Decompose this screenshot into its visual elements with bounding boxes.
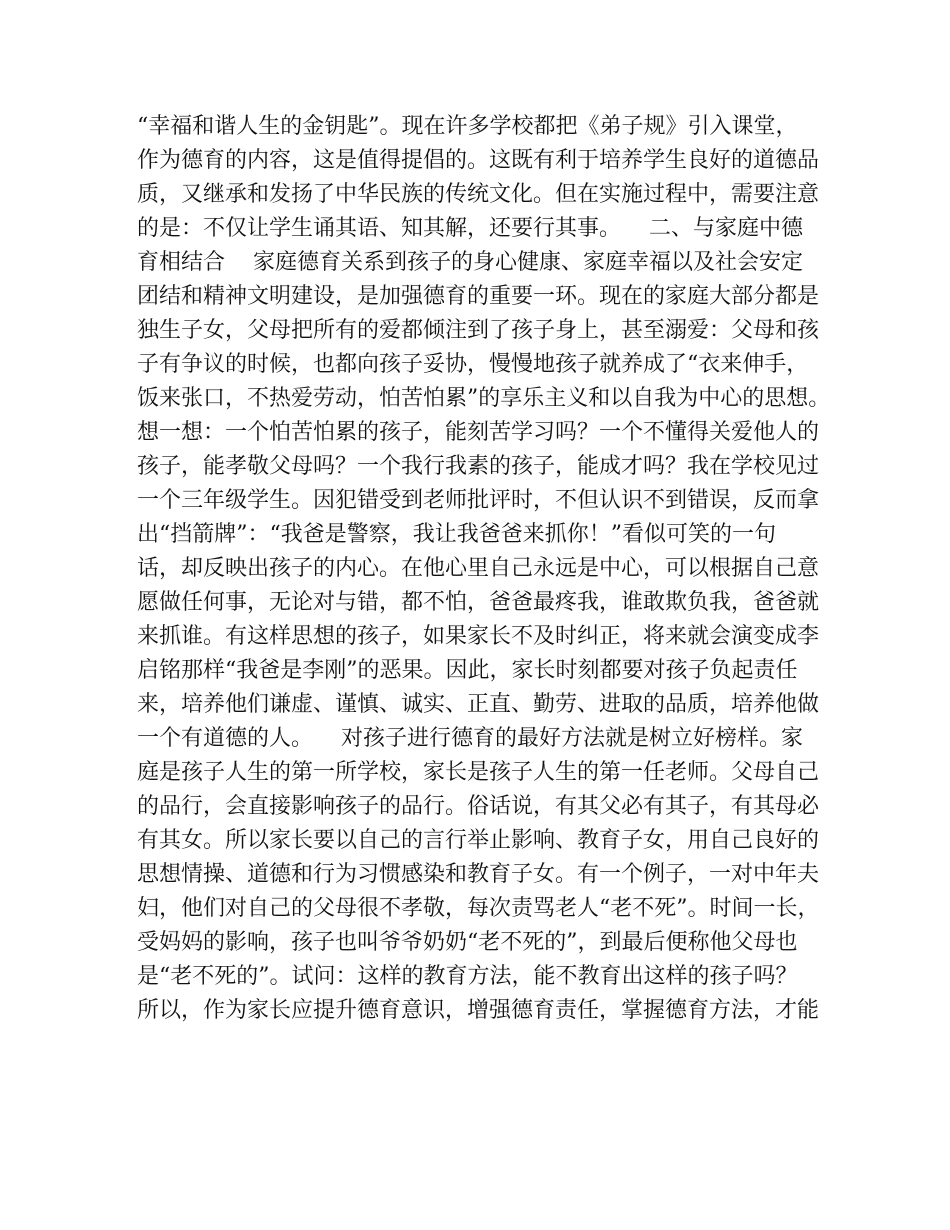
- text-line: 话，却反映出孩子的内心。在他心里自己永远是中心，可以根据自己意: [137, 556, 820, 581]
- text-line: 启铭那样“我爸是李刚”的恶果。因此，家长时刻都要对孩子负起责任: [137, 658, 798, 683]
- text-line: 思想情操、道德和行为习惯感染和教育子女。有一个例子，一对中年夫: [137, 862, 820, 887]
- text-line: “幸福和谐人生的金钥匙”。现在许多学校都把《弟子规》引入课堂，: [137, 114, 798, 139]
- text-line: 团结和精神文明建设，是加强德育的重要一环。现在的家庭大部分都是: [137, 284, 820, 309]
- text-line: 想一想：一个怕苦怕累的孩子，能刻苦学习吗？一个不懂得关爱他人的: [137, 420, 820, 445]
- text-line: 有其女。所以家长要以自己的言行举止影响、教育子女，用自己良好的: [137, 828, 820, 853]
- text-line: 庭是孩子人生的第一所学校，家长是孩子人生的第一任老师。父母自己: [137, 760, 820, 785]
- text-line: 来抓谁。有这样思想的孩子，如果家长不及时纠正，将来就会演变成李: [137, 624, 820, 649]
- text-line: 独生子女，父母把所有的爱都倾注到了孩子身上，甚至溺爱：父母和孩: [137, 318, 820, 343]
- text-line: 一个有道德的人。 对孩子进行德育的最好方法就是树立好榜样。家: [137, 726, 803, 751]
- text-line: 育相结合 家庭德育关系到孩子的身心健康、家庭幸福以及社会安定: [137, 250, 803, 275]
- text-line: 一个三年级学生。因犯错受到老师批评时，不但认识不到错误，反而拿: [137, 488, 820, 513]
- text-line: 作为德育的内容，这是值得提倡的。这既有利于培养学生良好的道德品: [137, 148, 820, 173]
- text-line: 饭来张口，不热爱劳动，怕苦怕累”的享乐主义和以自我为中心的思想。: [137, 386, 831, 411]
- text-line: 的品行，会直接影响孩子的品行。俗话说，有其父必有其子，有其母必: [137, 794, 820, 819]
- text-line: 来，培养他们谦虚、谨慎、诚实、正直、勤劳、进取的品质，培养他做: [137, 692, 820, 717]
- text-line: 质，又继承和发扬了中华民族的传统文化。但在实施过程中，需要注意: [137, 182, 820, 207]
- text-line: 的是：不仅让学生诵其语、知其解，还要行其事。 二、与家庭中德: [137, 216, 803, 241]
- text-line: 妇，他们对自己的父母很不孝敬，每次责骂老人“老不死”。时间一长，: [137, 896, 820, 921]
- text-line: 是“老不死的”。试问：这样的教育方法，能不教育出这样的孩子吗？: [137, 964, 798, 989]
- text-line: 出“挡箭牌”：“我爸是警察，我让我爸爸来抓你！”看似可笑的一句: [137, 522, 776, 547]
- text-line: 孩子，能孝敬父母吗？一个我行我素的孩子，能成才吗？我在学校见过: [137, 454, 820, 479]
- body-text: [137, 110, 837, 1028]
- text-line: 所以，作为家长应提升德育意识，增强德育责任，掌握德育方法，才能: [137, 998, 820, 1023]
- text-line: 子有争议的时候，也都向孩子妥协，慢慢地孩子就养成了“衣来伸手，: [137, 352, 809, 377]
- text-line: 愿做任何事，无论对与错，都不怕，爸爸最疼我，谁敢欺负我，爸爸就: [137, 590, 820, 615]
- text-line: 受妈妈的影响，孩子也叫爷爷奶奶“老不死的”，到最后便称他父母也: [137, 930, 798, 955]
